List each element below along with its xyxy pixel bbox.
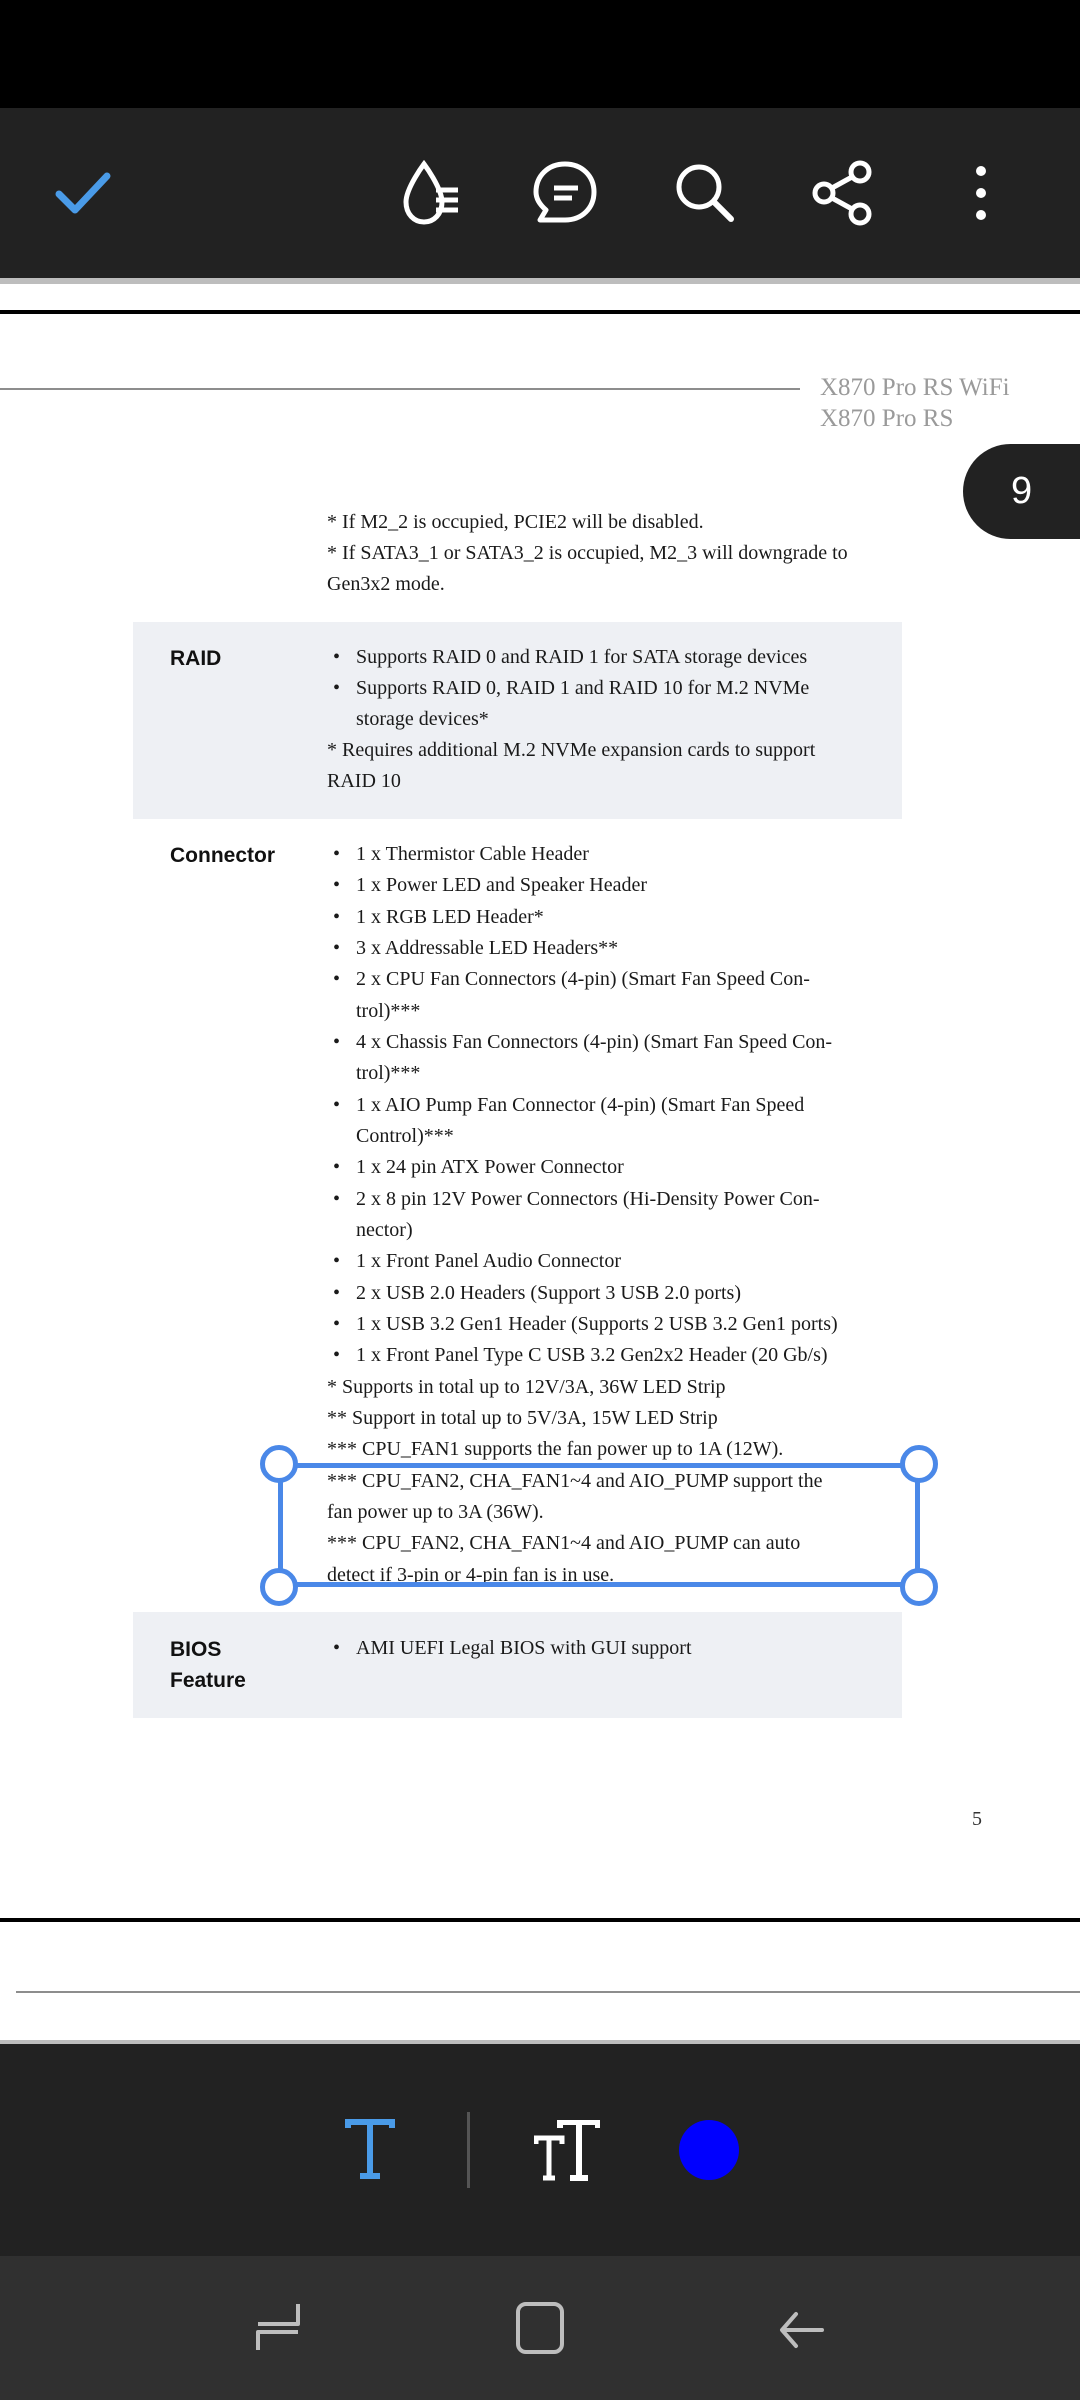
- raid-line: • Supports RAID 0, RAID 1 and RAID 10 for M.2 NVMe: [356, 673, 809, 704]
- bios-label-line1: BIOS: [170, 1638, 222, 1661]
- intro-line: Gen3x2 mode.: [327, 573, 445, 595]
- page-badge[interactable]: 9: [963, 444, 1080, 539]
- connector-note: *** CPU_FAN2, CHA_FAN1~4 and AIO_PUMP can auto: [327, 1532, 801, 1554]
- next-page-rule: [16, 1991, 1080, 1993]
- connector-label: Connector: [170, 844, 275, 867]
- page-number: 5: [972, 1808, 982, 1830]
- home-icon[interactable]: [508, 2296, 572, 2360]
- bios-row: [133, 1612, 902, 1718]
- connector-line: trol)***: [356, 1000, 421, 1022]
- intro-line: * If SATA3_1 or SATA3_2 is occupied, M2_3 will downgrade to: [327, 542, 848, 564]
- connector-note: fan power up to 3A (36W).: [327, 1501, 544, 1523]
- bios-label-line2: Feature: [170, 1669, 246, 1692]
- connector-line: Control)***: [356, 1125, 454, 1147]
- selection-handle-bottom-left[interactable]: [260, 1568, 298, 1606]
- connector-line: • 3 x Addressable LED Headers**: [356, 933, 618, 964]
- text-tool-icon[interactable]: [342, 2118, 398, 2182]
- connector-note: detect if 3-pin or 4-pin fan is in use.: [327, 1564, 615, 1586]
- bios-line: • AMI UEFI Legal BIOS with GUI support: [356, 1633, 692, 1664]
- raid-label: RAID: [170, 647, 222, 670]
- text-size-icon[interactable]: [534, 2120, 600, 2182]
- droplet-list-icon[interactable]: [386, 150, 472, 236]
- selection-handle-top-left[interactable]: [260, 1445, 298, 1483]
- check-icon[interactable]: [40, 150, 126, 236]
- share-icon[interactable]: [800, 150, 886, 236]
- toolbar-separator: [467, 2112, 470, 2188]
- raid-line: storage devices*: [356, 708, 489, 730]
- connector-note: *** CPU_FAN2, CHA_FAN1~4 and AIO_PUMP support the: [327, 1470, 823, 1492]
- connector-note: * Supports in total up to 12V/3A, 36W LED Strip: [327, 1376, 726, 1398]
- connector-note: ** Support in total up to 5V/3A, 15W LED Strip: [327, 1407, 718, 1429]
- toolbar-divider: [0, 278, 1080, 284]
- header-rule: [0, 388, 800, 390]
- selection-handle-bottom-right[interactable]: [900, 1568, 938, 1606]
- more-vert-icon[interactable]: [938, 150, 1024, 236]
- connector-line: • 2 x 8 pin 12V Power Connectors (Hi-Density Power Con-: [356, 1184, 819, 1215]
- connector-line: • 1 x Front Panel Audio Connector: [356, 1246, 621, 1277]
- connector-line: • 1 x 24 pin ATX Power Connector: [356, 1152, 624, 1183]
- recent-apps-icon[interactable]: [246, 2296, 310, 2360]
- header-model-1: X870 Pro RS WiFi: [820, 374, 1010, 401]
- raid-line: * Requires additional M.2 NVMe expansion cards to support: [327, 739, 816, 761]
- intro-line: * If M2_2 is occupied, PCIE2 will be disabled.: [327, 511, 704, 533]
- color-swatch-icon[interactable]: [679, 2120, 739, 2180]
- search-icon[interactable]: [662, 150, 748, 236]
- connector-line: • 1 x RGB LED Header*: [356, 902, 544, 933]
- connector-note: *** CPU_FAN1 supports the fan power up to 1A (12W).: [327, 1438, 784, 1460]
- connector-line: • 1 x Power LED and Speaker Header: [356, 870, 647, 901]
- selection-handle-top-right[interactable]: [900, 1445, 938, 1483]
- status-bar: [0, 0, 1080, 108]
- connector-line: • 2 x USB 2.0 Headers (Support 3 USB 2.0 ports): [356, 1278, 741, 1309]
- comment-icon[interactable]: [522, 150, 608, 236]
- connector-line: • 1 x AIO Pump Fan Connector (4-pin) (Smart Fan Speed: [356, 1090, 804, 1121]
- connector-line: • 1 x Thermistor Cable Header: [356, 839, 589, 870]
- connector-line: • 4 x Chassis Fan Connectors (4-pin) (Smart Fan Speed Con-: [356, 1027, 832, 1058]
- text-selection-box[interactable]: [278, 1463, 920, 1587]
- connector-line: trol)***: [356, 1062, 421, 1084]
- connector-line: • 1 x Front Panel Type C USB 3.2 Gen2x2 Header (20 Gb/s): [356, 1340, 828, 1371]
- connector-line: • 2 x CPU Fan Connectors (4-pin) (Smart Fan Speed Con-: [356, 964, 810, 995]
- raid-line: RAID 10: [327, 770, 401, 792]
- connector-line: • 1 x USB 3.2 Gen1 Header (Supports 2 USB 3.2 Gen1 ports): [356, 1309, 838, 1340]
- connector-line: nector): [356, 1219, 413, 1241]
- raid-line: • Supports RAID 0 and RAID 1 for SATA storage devices: [356, 642, 807, 673]
- back-icon[interactable]: [770, 2296, 834, 2360]
- header-model-2: X870 Pro RS: [820, 405, 954, 432]
